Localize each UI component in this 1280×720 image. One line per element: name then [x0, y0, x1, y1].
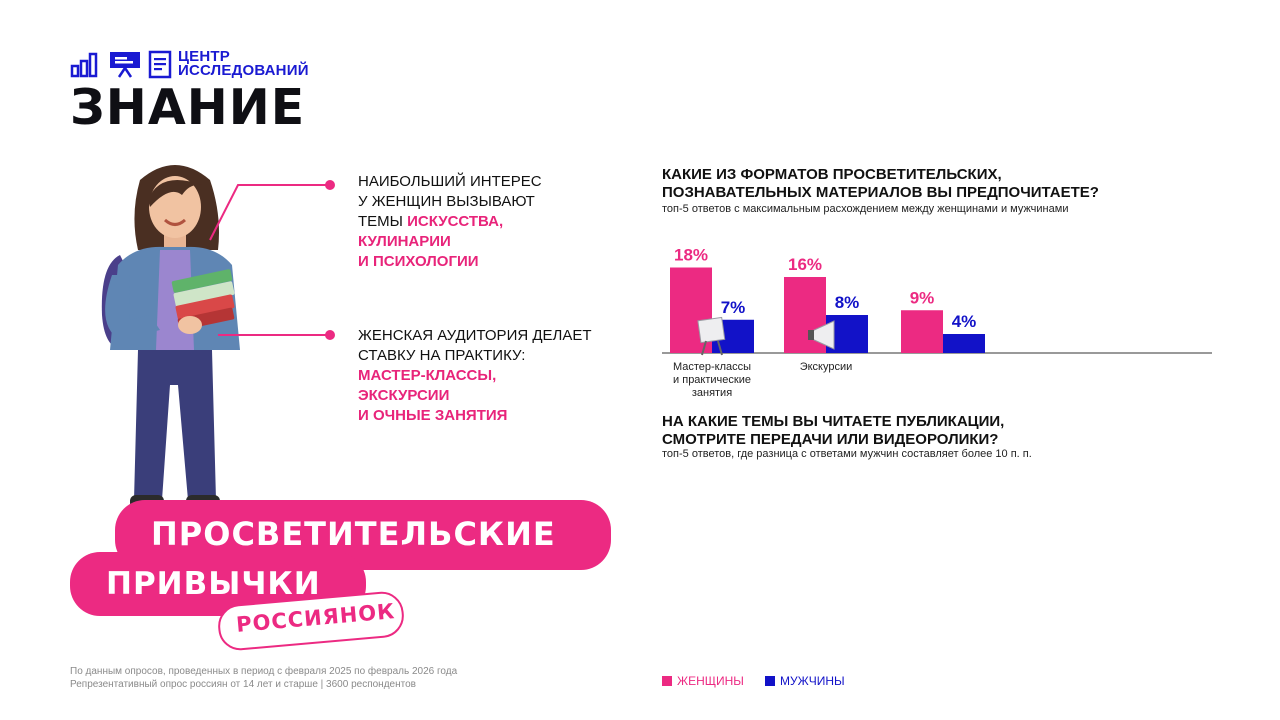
- chart-1-category-2-line-1: Экскурсии: [799, 361, 853, 373]
- logo-center-line1: ЦЕНТР: [178, 48, 230, 65]
- legend-women: [662, 674, 744, 688]
- chart-1-value-women-2: 16%: [787, 255, 823, 274]
- headline-line2: ПРИВЫЧКИ: [106, 566, 321, 602]
- callout-2-line1: ЖЕНСКАЯ АУДИТОРИЯ ДЕЛАЕТ: [358, 327, 592, 344]
- chart-1-value-men-1: 7%: [720, 297, 746, 317]
- chart-1-bar-women-3: [901, 310, 943, 353]
- chart-2-subtitle: топ-5 ответов, где разница с ответами мужчин составляет более 10 п. п.: [662, 448, 1032, 460]
- callout-1-highlight-cooking: КУЛИНАРИИ: [358, 233, 451, 250]
- headline-line3: РОССИЯНОК: [235, 599, 397, 637]
- legend-women-swatch: [662, 676, 672, 686]
- callout-1-highlight-psychology: И ПСИХОЛОГИИ: [358, 253, 479, 270]
- legend-men-swatch: [765, 676, 775, 686]
- chart-1-category-1-line-3: занятия: [691, 387, 733, 399]
- callout-1-highlight-art: ИСКУССТВА,: [407, 213, 504, 230]
- callout-2-highlight-2: ЭКСКУРСИИ: [358, 387, 450, 404]
- legend-men: [765, 674, 845, 688]
- chart-1-value-women-1: 18%: [673, 245, 709, 265]
- callout-1-line2: У ЖЕНЩИН ВЫЗЫВАЮТ: [358, 193, 535, 210]
- callout-2-highlight-1: МАСТЕР-КЛАССЫ,: [358, 367, 497, 384]
- chart-1-title-line1: КАКИЕ ИЗ ФОРМАТОВ ПРОСВЕТИТЕЛЬСКИХ,: [662, 166, 1002, 183]
- chart-2-title-line1: НА КАКИЕ ТЕМЫ ВЫ ЧИТАЕТЕ ПУБЛИКАЦИИ,: [662, 413, 1005, 430]
- headline-line1: ПРОСВЕТИТЕЛЬСКИЕ: [151, 515, 556, 553]
- chart-2-title-line2: СМОТРИТЕ ПЕРЕДАЧИ ИЛИ ВИДЕОРОЛИКИ?: [662, 431, 999, 448]
- chart-1-bar-men-3: [943, 334, 985, 353]
- chart-1-value-women-3: 9%: [909, 288, 935, 308]
- chart-1-subtitle: топ-5 ответов с максимальным расхождением между женщинами и мужчинами: [662, 203, 1069, 215]
- chart-1-title-line2: ПОЗНАВАТЕЛЬНЫХ МАТЕРИАЛОВ ВЫ ПРЕДПОЧИТАЕТЕ?: [662, 184, 1099, 201]
- logo-title: ЗНАНИЕ: [70, 79, 306, 136]
- chart-1-value-men-3: 4%: [951, 312, 977, 331]
- chart-1-category-1-line-1: Мастер-классы: [672, 361, 752, 373]
- callout-1-line1: НАИБОЛЬШИЙ ИНТЕРЕС: [358, 173, 542, 190]
- callout-2-line2: СТАВКУ НА ПРАКТИКУ:: [358, 347, 526, 364]
- callout-2-highlight-3: И ОЧНЫЕ ЗАНЯТИЯ: [358, 407, 508, 424]
- chart-1-category-1-line-2: и практические: [673, 374, 751, 386]
- legend-men-label: МУЖЧИНЫ: [780, 674, 845, 688]
- chart-1-value-men-2: 8%: [834, 293, 860, 312]
- footnote-line1: По данным опросов, проведенных в период с февраля 2025 по февраль 2026 года: [70, 666, 458, 677]
- logo-center-line2: ИССЛЕДОВАНИЙ: [178, 62, 309, 79]
- legend-women-label: ЖЕНЩИНЫ: [677, 674, 744, 688]
- callout-1-prefix: ТЕМЫ: [358, 213, 408, 230]
- footnote-line2: Репрезентативный опрос россиян от 14 лет и старше | 3600 респондентов: [70, 679, 416, 690]
